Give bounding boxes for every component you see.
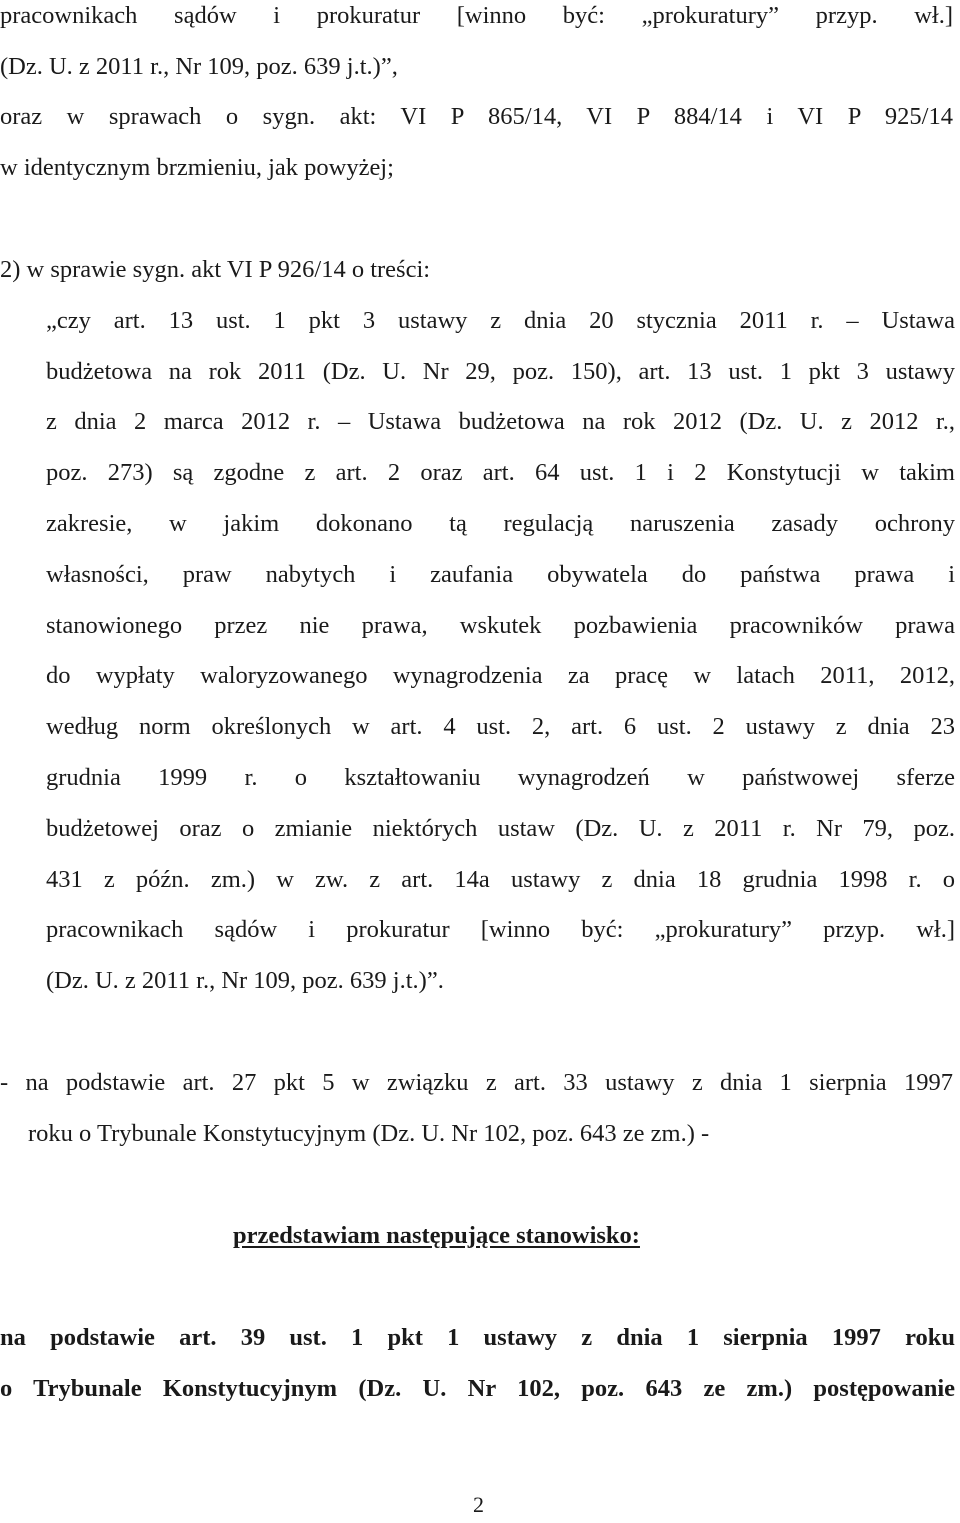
quote-line: własności, praw nabytych i zaufania obywatela do państwa prawa i	[46, 561, 955, 588]
page-number: 2	[473, 1492, 484, 1517]
basis-line: roku o Trybunale Konstytucyjnym (Dz. U. Nr 102, poz. 643 ze zm.) -	[28, 1120, 710, 1147]
quote-line: budżetowa na rok 2011 (Dz. U. Nr 29, poz. 150), art. 13 ust. 1 pkt 3 ustawy	[46, 358, 955, 385]
text-line: pracownikach sądów i prokuratur [winno być: „prokuratury” przyp. wł.]	[0, 2, 953, 29]
quote-line: zakresie, w jakim dokonano tą regulacją naruszenia zasady ochrony	[46, 510, 955, 537]
quote-line: (Dz. U. z 2011 r., Nr 109, poz. 639 j.t.)”.	[46, 967, 444, 994]
quote-line: grudnia 1999 r. o kształtowaniu wynagrodzeń w państwowej sferze	[46, 764, 955, 791]
quote-line: „czy art. 13 ust. 1 pkt 3 ustawy z dnia 20 stycznia 2011 r. – Ustawa	[46, 307, 955, 334]
quote-line: do wypłaty waloryzowanego wynagrodzenia za pracę w latach 2011, 2012,	[46, 662, 955, 689]
text-line: (Dz. U. z 2011 r., Nr 109, poz. 639 j.t.)”,	[0, 53, 398, 80]
position-heading: przedstawiam następujące stanowisko:	[233, 1222, 640, 1249]
quote-line: stanowionego przez nie prawa, wskutek pozbawienia pracowników prawa	[46, 612, 955, 639]
text-line: w identycznym brzmieniu, jak powyżej;	[0, 154, 394, 181]
closing-line: na podstawie art. 39 ust. 1 pkt 1 ustawy z dnia 1 sierpnia 1997 roku	[0, 1324, 955, 1351]
list-item-2: 2) w sprawie sygn. akt VI P 926/14 o treści:	[0, 256, 431, 283]
quote-line: poz. 273) są zgodne z art. 2 oraz art. 64 ust. 1 i 2 Konstytucji w takim	[46, 459, 955, 486]
quote-line: według norm określonych w art. 4 ust. 2, art. 6 ust. 2 ustawy z dnia 23	[46, 713, 955, 740]
text-line: oraz w sprawach o sygn. akt: VI P 865/14, VI P 884/14 i VI P 925/14	[0, 103, 953, 130]
quote-line: budżetowej oraz o zmianie niektórych ustaw (Dz. U. z 2011 r. Nr 79, poz.	[46, 815, 955, 842]
quote-line: 431 z późn. zm.) w zw. z art. 14a ustawy z dnia 18 grudnia 1998 r. o	[46, 866, 955, 893]
quote-line: pracownikach sądów i prokuratur [winno być: „prokuratury” przyp. wł.]	[46, 916, 955, 943]
closing-line: o Trybunale Konstytucyjnym (Dz. U. Nr 102, poz. 643 ze zm.) postępowanie	[0, 1375, 955, 1402]
basis-line: - na podstawie art. 27 pkt 5 w związku z art. 33 ustawy z dnia 1 sierpnia 1997	[0, 1069, 953, 1096]
quote-line: z dnia 2 marca 2012 r. – Ustawa budżetowa na rok 2012 (Dz. U. z 2012 r.,	[46, 408, 955, 435]
